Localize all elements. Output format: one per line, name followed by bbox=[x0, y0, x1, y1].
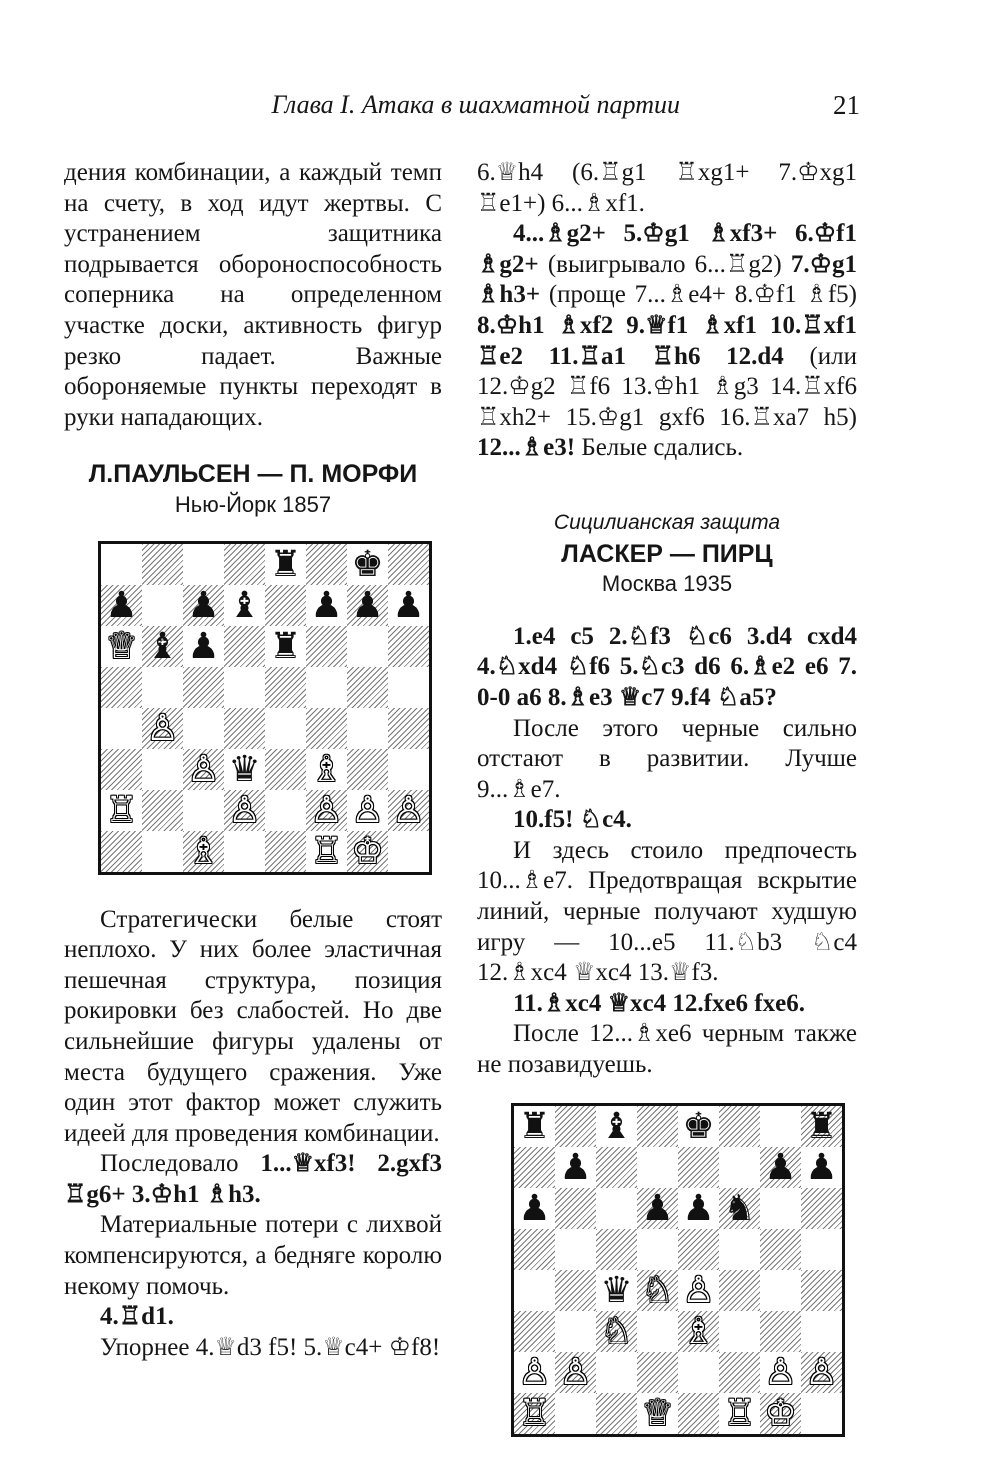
board-square bbox=[719, 1147, 760, 1188]
board-square bbox=[142, 831, 183, 872]
moves-4d: 12...♗e3! bbox=[477, 434, 576, 462]
board-square bbox=[224, 831, 265, 872]
opening-name: Сицилианская защита bbox=[553, 510, 781, 534]
page-number: 21 bbox=[833, 90, 860, 120]
board-square bbox=[224, 544, 265, 585]
note-4c: (или 12.♔g2 ♖f6 13.♔h1 ♗g3 14.♖xf6 ♖xh2+ 15.♔g1 gxf6 16.♖xa7 h5) bbox=[477, 342, 857, 431]
game2-title: ЛАСКЕР — ПИРЦ bbox=[561, 539, 773, 568]
chess-piece-c4: ♛ bbox=[600, 1269, 633, 1311]
board-square bbox=[555, 1393, 596, 1434]
chess-piece-b2: ♙ bbox=[559, 1351, 592, 1393]
chess-piece-d4: ♘ bbox=[641, 1269, 674, 1311]
board-square bbox=[224, 667, 265, 708]
chess-piece-e8: ♚ bbox=[682, 1105, 715, 1147]
board-square bbox=[347, 708, 388, 749]
continuation-paragraph: 6.♕h4 (6.♖g1 ♖xg1+ 7.♔xg1 ♖e1+) 6...♗xf1. bbox=[477, 159, 857, 217]
board-square bbox=[555, 1229, 596, 1270]
chess-piece-h7: ♟ bbox=[805, 1146, 838, 1188]
board-square bbox=[760, 1311, 801, 1352]
board-square bbox=[101, 667, 142, 708]
board-square bbox=[306, 708, 347, 749]
chess-piece-g1: ♔ bbox=[764, 1392, 797, 1434]
board-square bbox=[637, 1106, 678, 1147]
material-paragraph: Материальные потери с лихвой компенсируются, а бедняге королю некому помочь. bbox=[64, 1211, 442, 1300]
board-square bbox=[637, 1229, 678, 1270]
chess-piece-g7: ♟ bbox=[351, 584, 384, 626]
board-square bbox=[801, 1393, 842, 1434]
chess-piece-c1: ♗ bbox=[187, 830, 220, 872]
chess-piece-a1: ♖ bbox=[518, 1392, 551, 1434]
board-square bbox=[760, 1106, 801, 1147]
chess-piece-b4: ♙ bbox=[146, 707, 179, 749]
board-square bbox=[719, 1270, 760, 1311]
intro-paragraph: дения комбинации, а каждый темп на счету, в ход идут жертвы. С устранением защитника подрывается обороноспособность соперника на определенном участке доски, активность фигур резко падает. Важные обороняемые пункты переходят в руки нападающих. bbox=[64, 159, 442, 431]
board-square bbox=[101, 544, 142, 585]
moves-4c: 8.♔h1 ♗xf2 9.♕f1 ♗xf1 10.♖xf1 ♖e2 11.♖a1 ♖h6 12.d4 bbox=[477, 311, 857, 370]
chess-piece-g7: ♟ bbox=[764, 1146, 797, 1188]
chess-piece-a7: ♟ bbox=[105, 584, 138, 626]
chess-piece-a2: ♖ bbox=[105, 789, 138, 831]
moves-4b: 7.♔g1 ♗h3+ bbox=[477, 250, 858, 309]
chess-piece-g8: ♚ bbox=[351, 543, 384, 585]
board-square bbox=[388, 749, 429, 790]
chess-piece-g2: ♙ bbox=[351, 789, 384, 831]
game1-title: Л.ПАУЛЬСЕН — П. МОРФИ bbox=[88, 460, 418, 489]
board-square bbox=[555, 1270, 596, 1311]
moves-main: 1.e4 c5 2.♘f3 ♘c6 3.d4 cxd4 4.♘xd4 ♘f6 5.♘c3 d6 6.♗e2 e6 7. 0-0 a6 8.♗e3 ♕c7 9.f4 ♘a5? bbox=[477, 622, 857, 711]
board-square bbox=[637, 1311, 678, 1352]
board-square bbox=[760, 1188, 801, 1229]
chess-piece-d1: ♕ bbox=[641, 1392, 674, 1434]
board-square bbox=[306, 667, 347, 708]
stubborn-paragraph: Упорнее 4.♕d3 f5! 5.♕c4+ ♔f8! bbox=[100, 1333, 441, 1361]
moves-paragraph bbox=[477, 219, 857, 464]
chess-piece-h7: ♟ bbox=[392, 584, 425, 626]
chess-piece-c8: ♝ bbox=[600, 1105, 633, 1147]
board-square bbox=[142, 544, 183, 585]
chess-piece-f1: ♖ bbox=[310, 830, 343, 872]
resign-text: Белые сдались. bbox=[581, 434, 744, 462]
board-square bbox=[183, 708, 224, 749]
moves-1: 1...♕xf3! 2.gxf3 ♖g6+ 3.♔h1 ♗h3. bbox=[64, 1150, 442, 1208]
board-square bbox=[388, 708, 429, 749]
note-4a: (выигрывало 6...♖g2) bbox=[547, 250, 782, 278]
chess-piece-b7: ♟ bbox=[559, 1146, 592, 1188]
chess-piece-g2: ♙ bbox=[764, 1351, 797, 1393]
board-square bbox=[596, 1393, 637, 1434]
moves-4a: 4...♗g2+ 5.♔g1 ♗xf3+ 6.♔f1 ♗g2+ bbox=[477, 220, 857, 278]
board-square bbox=[388, 544, 429, 585]
followed-paragraph bbox=[64, 1149, 442, 1210]
chess-piece-a6: ♟ bbox=[518, 1187, 551, 1229]
here-paragraph: И здесь стоило предпочесть 10...♗e7. Предотвращая вскрытие линий, черные получают худшую игру — 10...e5 11.♘b3 ♘c4 12.♗xc4 ♕xc4 13.♕f3. bbox=[477, 836, 857, 987]
chess-piece-e4: ♙ bbox=[682, 1269, 715, 1311]
board-square bbox=[142, 585, 183, 626]
chess-piece-a2: ♙ bbox=[518, 1351, 551, 1393]
chapter-title: Глава I. Атака в шахматной партии bbox=[271, 90, 680, 119]
board-square bbox=[801, 1229, 842, 1270]
chess-piece-a8: ♜ bbox=[518, 1105, 551, 1147]
followed-label: Последовало bbox=[100, 1150, 239, 1178]
chess-piece-f7: ♟ bbox=[310, 584, 343, 626]
board-square bbox=[224, 708, 265, 749]
left-column bbox=[64, 158, 442, 1363]
board-square bbox=[347, 626, 388, 667]
chess-piece-a6: ♕ bbox=[105, 625, 138, 667]
board-square bbox=[306, 544, 347, 585]
board-square bbox=[719, 1311, 760, 1352]
board-square bbox=[678, 1393, 719, 1434]
board-square bbox=[555, 1106, 596, 1147]
board-square bbox=[801, 1270, 842, 1311]
board-square bbox=[142, 667, 183, 708]
chess-piece-c7: ♟ bbox=[187, 584, 220, 626]
chess-piece-c3: ♘ bbox=[600, 1310, 633, 1352]
board-square bbox=[265, 585, 306, 626]
board-square bbox=[388, 831, 429, 872]
chess-piece-d2: ♙ bbox=[228, 789, 261, 831]
chess-piece-d6: ♟ bbox=[641, 1187, 674, 1229]
board-square bbox=[183, 790, 224, 831]
board-square bbox=[637, 1352, 678, 1393]
board-square bbox=[678, 1229, 719, 1270]
board-square bbox=[760, 1229, 801, 1270]
after-paragraph: После этого черные сильно отстают в развитии. Лучше 9...♗e7. bbox=[477, 714, 857, 803]
board-square bbox=[719, 1106, 760, 1147]
board-square bbox=[265, 667, 306, 708]
running-header bbox=[60, 90, 860, 126]
chess-piece-h8: ♜ bbox=[805, 1105, 838, 1147]
board-square bbox=[514, 1147, 555, 1188]
board-square bbox=[347, 749, 388, 790]
chess-diagram-lasker-pirc bbox=[511, 1103, 845, 1437]
board-square bbox=[596, 1147, 637, 1188]
chess-piece-g1: ♔ bbox=[351, 830, 384, 872]
board-square bbox=[596, 1188, 637, 1229]
board-square bbox=[801, 1311, 842, 1352]
board-square bbox=[265, 708, 306, 749]
final-paragraph: После 12...♗xe6 черным также не позавидуешь. bbox=[477, 1020, 857, 1079]
board-square bbox=[101, 831, 142, 872]
chess-piece-f6: ♞ bbox=[723, 1187, 756, 1229]
moves-11: 11.♗xc4 ♕xc4 12.fxe6 fxe6. bbox=[513, 989, 805, 1017]
board-square bbox=[555, 1311, 596, 1352]
game2-place: Москва 1935 bbox=[601, 571, 733, 597]
board-square bbox=[514, 1229, 555, 1270]
chess-piece-e6: ♜ bbox=[269, 625, 302, 667]
right-column bbox=[477, 158, 857, 1437]
chess-piece-d7: ♝ bbox=[228, 584, 261, 626]
chess-piece-h2: ♙ bbox=[805, 1351, 838, 1393]
board-square bbox=[183, 667, 224, 708]
board-square bbox=[637, 1147, 678, 1188]
chess-piece-f2: ♙ bbox=[310, 789, 343, 831]
board-square bbox=[265, 749, 306, 790]
board-square bbox=[388, 626, 429, 667]
board-square bbox=[514, 1270, 555, 1311]
board-square bbox=[101, 749, 142, 790]
board-square bbox=[142, 790, 183, 831]
board-square bbox=[801, 1188, 842, 1229]
board-square bbox=[596, 1352, 637, 1393]
board-square bbox=[224, 626, 265, 667]
board-square bbox=[265, 831, 306, 872]
chess-piece-c3: ♙ bbox=[187, 748, 220, 790]
board-square bbox=[306, 626, 347, 667]
game1-place: Нью-Йорк 1857 bbox=[174, 491, 332, 517]
chess-piece-f1: ♖ bbox=[723, 1392, 756, 1434]
board-square bbox=[555, 1188, 596, 1229]
strategy-paragraph: Стратегически белые стоят неплохо. У них более эластичная пешечная структура, позиция рокировки без слабостей. Но две сильнейшие фигуры удалены от места будущего сражения. Уже один этот фактор может служить идеей для проведения комбинации. bbox=[64, 905, 442, 1147]
chess-piece-d3: ♛ bbox=[228, 748, 261, 790]
board-square bbox=[719, 1229, 760, 1270]
chess-diagram-paulsen-morphy bbox=[98, 541, 432, 875]
chess-piece-e3: ♗ bbox=[682, 1310, 715, 1352]
board-square bbox=[514, 1311, 555, 1352]
board-square bbox=[142, 749, 183, 790]
board-square bbox=[183, 544, 224, 585]
board-square bbox=[347, 667, 388, 708]
board-square bbox=[596, 1229, 637, 1270]
board-square bbox=[678, 1147, 719, 1188]
chess-piece-f3: ♗ bbox=[310, 748, 343, 790]
board-square bbox=[760, 1270, 801, 1311]
chess-piece-b6: ♝ bbox=[146, 625, 179, 667]
moves-10: 10.f5! ♘c4. bbox=[513, 806, 632, 834]
move-4: 4.♖d1. bbox=[100, 1303, 174, 1331]
board-square bbox=[101, 708, 142, 749]
note-4b: (проще 7...♗e4+ 8.♔f1 ♗f5) bbox=[548, 281, 857, 309]
chess-piece-e6: ♟ bbox=[682, 1187, 715, 1229]
board-square bbox=[388, 667, 429, 708]
chess-piece-c6: ♟ bbox=[187, 625, 220, 667]
chess-piece-h2: ♙ bbox=[392, 789, 425, 831]
board-square bbox=[719, 1352, 760, 1393]
chess-piece-e8: ♜ bbox=[269, 543, 302, 585]
board-square bbox=[265, 790, 306, 831]
board-square bbox=[678, 1352, 719, 1393]
